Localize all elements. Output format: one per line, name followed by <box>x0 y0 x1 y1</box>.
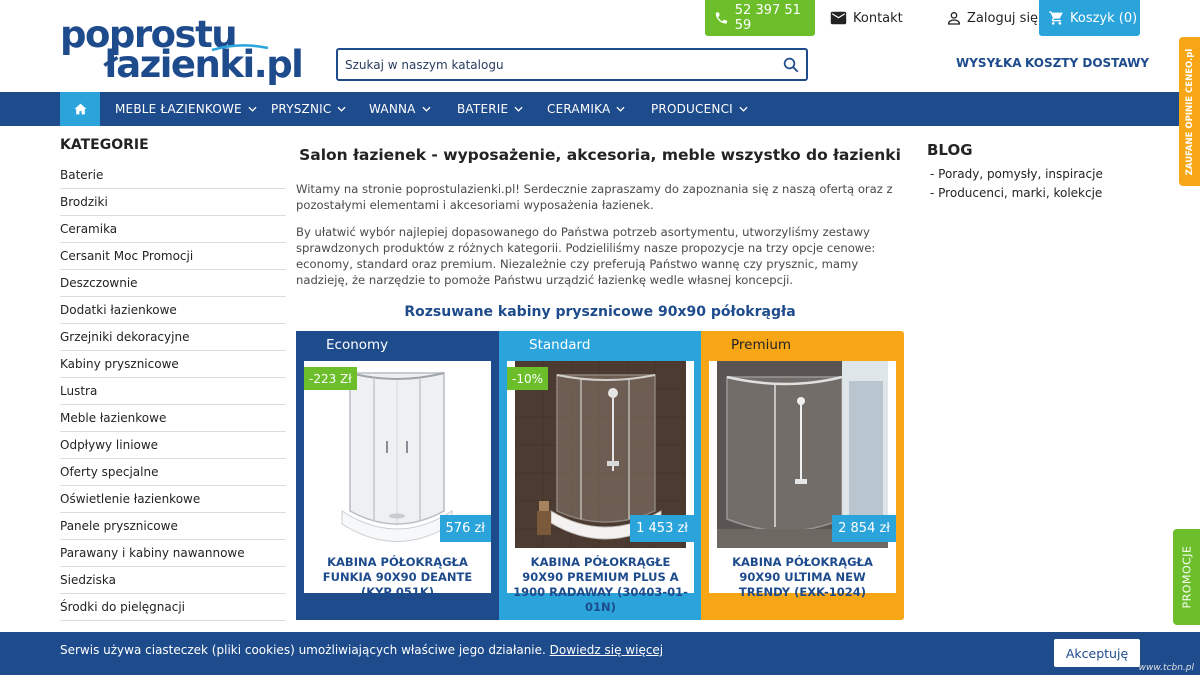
category-link[interactable]: Brodziki <box>60 189 286 216</box>
site-logo[interactable] <box>60 13 303 86</box>
cookie-bar <box>0 632 1200 675</box>
mail-icon <box>830 11 847 25</box>
category-link[interactable]: Siedziska <box>60 567 286 594</box>
home-icon <box>74 103 87 115</box>
premium-column <box>701 331 904 620</box>
product-card[interactable] <box>304 361 491 599</box>
nav-item-ceramika[interactable] <box>547 92 625 126</box>
chevron-down-icon <box>337 106 346 112</box>
login-label: Zaloguj się <box>967 10 1039 26</box>
cart-button[interactable] <box>1039 0 1140 36</box>
phone-icon <box>714 10 729 26</box>
intro-paragraph: Witamy na stronie poprostulazienki.pl! Serdecznie zapraszamy do zapoznania się z naszą ofertą oraz z pozostałymi elementami i akcesoriami wyposażenia łazienek. <box>296 182 893 212</box>
tier-label: Standard <box>529 337 591 353</box>
blog-title: BLOG <box>927 141 973 159</box>
shipping-link[interactable]: WYSYŁKA <box>956 56 1022 70</box>
chevron-down-icon <box>422 106 431 112</box>
discount-badge: -10% <box>507 367 548 390</box>
category-link[interactable]: Środki do pielęgnacji <box>60 594 286 621</box>
product-name-link[interactable]: KABINA PÓŁOKRĄGŁE 90X90 PREMIUM PLUS A 1900 RADAWAY (30403-01-01N) <box>513 555 688 614</box>
tier-label: Premium <box>731 337 792 353</box>
ceneo-label: ZAUFANE OPINIE CENEO.pl <box>1184 48 1195 175</box>
search-input[interactable] <box>338 50 758 79</box>
nav-item-producenci[interactable] <box>651 92 748 126</box>
description-paragraph: By ułatwić wybór najlepiej dopasowanego do Państwa potrzeb asortymentu, utworzyliśmy zestawy sprawdzonych produktów z różnych kategorii. Podzieliliśmy nasze propozycje na trzy opcje cenowe: economy, standard oraz premium. Niezależnie czy preferują Państwo wannę czy prysznic, mamy nadzieję, że narzędzie to pomoże Państwu urządzić łazienkę wedle własnej koncepcji. <box>296 225 876 287</box>
blog-list <box>930 165 1103 203</box>
contact-label: Kontakt <box>853 10 903 26</box>
price-badge: 2 854 zł <box>832 515 896 542</box>
chevron-down-icon <box>248 106 257 112</box>
nav-item-prysznic[interactable] <box>271 92 346 126</box>
category-link[interactable]: Odpływy liniowe <box>60 432 286 459</box>
nav-item-wanna[interactable] <box>369 92 431 126</box>
categories-title: KATEGORIE <box>60 137 149 153</box>
chevron-down-icon <box>739 106 748 112</box>
category-link[interactable]: Kabiny prysznicowe <box>60 351 286 378</box>
user-icon <box>946 10 962 26</box>
discount-badge: -223 Zł <box>304 367 357 390</box>
nav-item-label: PRODUCENCI <box>651 102 733 116</box>
page-title: Salon łazienek - wyposażenie, akcesoria, meble wszystko do łazienki <box>299 146 901 164</box>
contact-link[interactable] <box>830 0 903 36</box>
category-link[interactable]: Deszczownie <box>60 270 286 297</box>
blog-link[interactable]: Porady, pomysły, inspiracje <box>938 167 1103 181</box>
cookie-message: Serwis używa ciasteczek (pliki cookies) umożliwiających właściwe jego działanie. <box>60 643 546 657</box>
logo-line1: poprostu <box>60 13 237 56</box>
category-link[interactable]: Ceramika <box>60 216 286 243</box>
standard-column <box>499 331 702 620</box>
phone-button[interactable] <box>705 0 815 36</box>
category-link[interactable]: Baterie <box>60 162 286 189</box>
blog-link-row[interactable]: - Porady, pomysły, inspiracje <box>930 167 1103 181</box>
promo-label: PROMOCJE <box>1180 545 1193 609</box>
category-link[interactable]: Oferty specjalne <box>60 459 286 486</box>
watermark: www.tcbn.pl <box>1138 663 1194 673</box>
cookie-more-link[interactable]: Dowiedz się więcej <box>549 643 664 657</box>
product-name-link[interactable]: KABINA PÓŁOKRĄGŁA 90X90 ULTIMA NEW TRENDY (EXK-1024) <box>732 555 873 599</box>
section-title: Rozsuwane kabiny prysznicowe 90x90 półokrągła <box>404 304 796 320</box>
cart-icon <box>1048 10 1065 26</box>
nav-item-label: CERAMIKA <box>547 102 611 116</box>
product-card[interactable] <box>507 361 694 614</box>
category-link[interactable]: Cersanit Moc Promocji <box>60 243 286 270</box>
nav-item-label: MEBLE ŁAZIENKOWE <box>115 102 242 116</box>
blog-link[interactable]: Producenci, marki, kolekcje <box>938 186 1103 200</box>
economy-column <box>296 331 499 620</box>
search-box <box>336 48 808 81</box>
category-link[interactable]: Parawany i kabiny nawannowe <box>60 540 286 567</box>
search-icon[interactable] <box>782 56 800 74</box>
chevron-down-icon <box>514 106 523 112</box>
accept-cookies-button[interactable]: Akceptuję <box>1054 639 1140 667</box>
phone-number: 52 397 51 59 <box>734 3 801 33</box>
blog-link-row[interactable]: - Producenci, marki, kolekcje <box>930 186 1103 200</box>
delivery-costs-link[interactable]: KOSZTY DOSTAWY <box>1025 56 1150 70</box>
price-badge: 1 453 zł <box>630 515 694 542</box>
ceneo-reviews-tab[interactable] <box>1179 37 1200 186</box>
nav-item-baterie[interactable] <box>457 92 523 126</box>
nav-item-label: PRYSZNIC <box>271 102 332 116</box>
product-name-link[interactable]: KABINA PÓŁOKRĄGŁA FUNKIA 90X90 DEANTE (KYP 051K) <box>322 555 473 599</box>
category-link[interactable]: Grzejniki dekoracyjne <box>60 324 286 351</box>
category-link[interactable]: Panele prysznicowe <box>60 513 286 540</box>
nav-item-meble[interactable] <box>115 92 257 126</box>
logo-line2: łazienki.pl <box>104 43 303 86</box>
tier-label: Economy <box>326 337 389 353</box>
price-badge: 576 zł <box>440 515 491 542</box>
promotions-tab[interactable] <box>1173 529 1200 625</box>
nav-item-label: WANNA <box>369 102 416 116</box>
category-link[interactable]: Dodatki łazienkowe <box>60 297 286 324</box>
cookie-text-row <box>60 643 663 657</box>
chevron-down-icon <box>616 106 625 112</box>
header <box>0 0 1200 92</box>
cart-label: Koszyk (0) <box>1070 10 1138 26</box>
main-nav <box>0 92 1200 126</box>
category-link[interactable]: Lustra <box>60 378 286 405</box>
nav-item-label: BATERIE <box>457 102 509 116</box>
category-link[interactable]: Meble łazienkowe <box>60 405 286 432</box>
login-link[interactable] <box>946 0 1038 36</box>
categories-list <box>60 162 286 621</box>
product-card[interactable] <box>709 361 896 599</box>
category-link[interactable]: Oświetlenie łazienkowe <box>60 486 286 513</box>
home-button[interactable] <box>60 92 100 126</box>
